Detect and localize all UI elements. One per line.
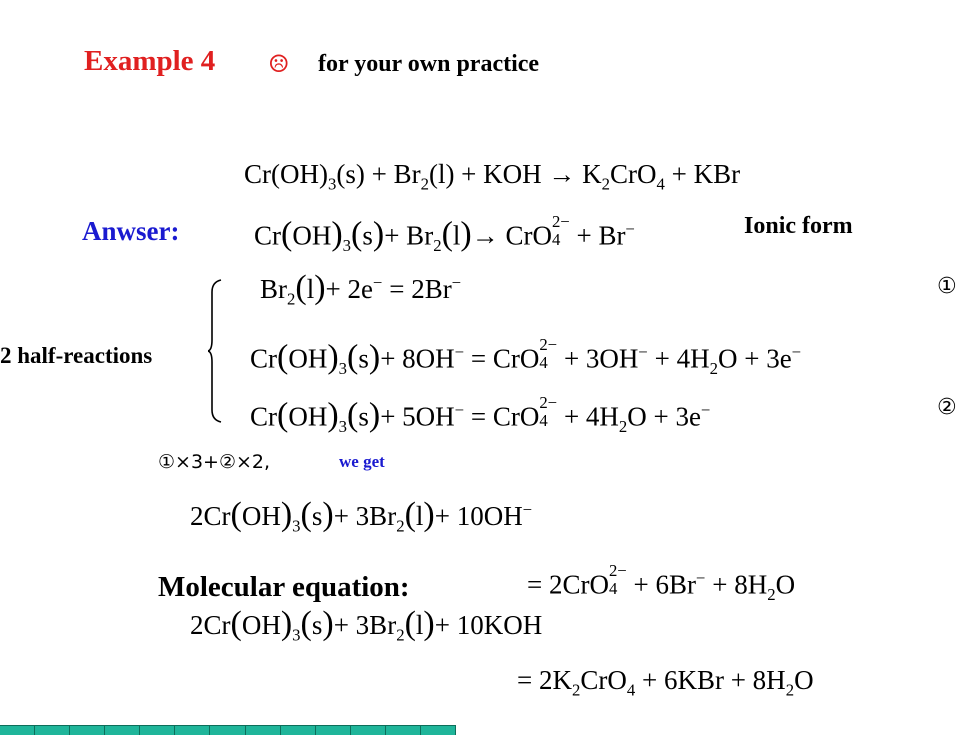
strip-cell <box>210 725 245 735</box>
strip-cell <box>0 725 35 735</box>
left-brace <box>208 278 222 424</box>
combined-ionic-lhs: $2Cr(OH)_3(s)+ 3Br_2(l)+ 10OH^-$ <box>190 496 533 536</box>
strip-cell <box>70 725 105 735</box>
marker-2: ② <box>937 395 957 420</box>
half-reaction-chromium: $Cr(OH)_3(s)+ 5OH^-$ = CrO 2− 4 + $4H_2O + 3e^-$ <box>250 393 711 436</box>
half-reaction-chromium-draft: $Cr(OH)_3(s)+ 8OH^-$ = CrO 2− 4 + $3OH^- + 4H_2O + 3e^-$ <box>250 335 802 378</box>
strip-cell <box>421 725 456 735</box>
half-reaction-bromine: $Br_2(l)+ 2e^- = 2Br^-$ <box>260 269 462 309</box>
molecular-lhs: $2Cr(OH)_3(s)+ 3Br_2(l)+ 10KOH$ <box>190 605 543 645</box>
overall-equation: $Cr(OH)_3(s) + Br_2(l)$ + KOH → $K_2CrO_4$ + KBr <box>244 159 741 194</box>
ionic-equation: $Cr(OH)_3(s)+ Br_2(l)\to$ CrO 2− 4 + Br− <box>254 212 635 255</box>
answer-label: Anwser: <box>82 216 180 246</box>
combined-ionic-rhs: = 2CrO 2− 4 + $6Br^- + 8H_2O$ <box>527 561 796 604</box>
molecular-equation-label: Molecular equation: <box>158 571 410 603</box>
example-title: Example 4 <box>84 45 216 77</box>
we-get-label: we get <box>339 452 385 471</box>
strip-cell <box>105 725 140 735</box>
practice-note: for your own practice <box>318 51 540 77</box>
strip-cell <box>246 725 281 735</box>
strip-cell <box>386 725 421 735</box>
strip-cell <box>351 725 386 735</box>
molecular-rhs: = $2K_2CrO_4 + 6KBr + 8H_2O$ <box>517 665 814 700</box>
strip-cell <box>35 725 70 735</box>
combination-rule: ①×3+②×2, <box>158 451 271 473</box>
strip-cell <box>281 725 316 735</box>
strip-cell <box>175 725 210 735</box>
marker-1: ① <box>937 274 957 299</box>
ionic-form-label: Ionic form <box>744 213 853 239</box>
progress-strip <box>0 725 456 735</box>
strip-cell <box>316 725 351 735</box>
half-reactions-label: 2 half-reactions <box>0 343 153 368</box>
sad-face-icon: ☹ <box>268 52 290 78</box>
strip-cell <box>140 725 175 735</box>
